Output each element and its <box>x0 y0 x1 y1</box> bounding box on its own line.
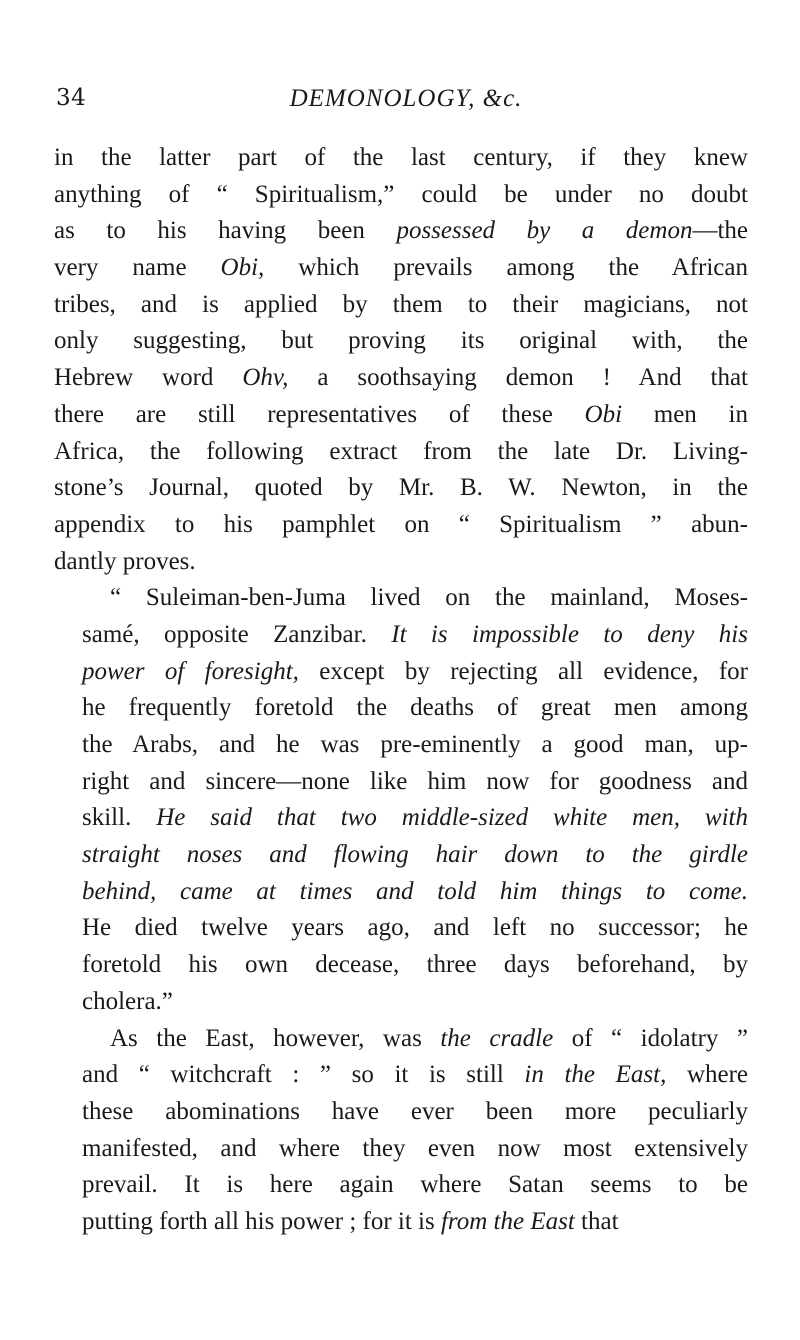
text-line <box>54 287 748 324</box>
italic-run: Obi <box>584 400 623 428</box>
text-run: and “ witchcraft : ” so it is still <box>82 1061 525 1089</box>
running-head <box>56 85 756 121</box>
text-line <box>54 910 748 947</box>
text-run: a soothsaying demon ! And that <box>288 364 748 392</box>
text-run: samé, opposite Zanzibar. <box>82 620 392 648</box>
text-line <box>54 764 748 801</box>
text-run: He died twelve years ago, and left no successor; he <box>82 914 748 942</box>
italic-run: Ohv, <box>242 364 289 392</box>
text-line <box>54 397 748 434</box>
text-line <box>54 947 748 984</box>
text-line <box>54 874 748 911</box>
text-line <box>54 984 748 1021</box>
text-line <box>54 1131 748 1168</box>
text-line <box>54 140 748 177</box>
text-run: these abominations have ever been more peculiarly <box>82 1097 748 1125</box>
text-line <box>54 1204 748 1241</box>
text-run: tribes, and is applied by them to their magicians, not <box>54 290 748 318</box>
paragraph <box>54 580 748 1020</box>
text-run: appendix to his pamphlet on “ Spiritualism ” abun- <box>54 510 748 538</box>
paragraph <box>54 1021 748 1241</box>
text-line <box>54 654 748 691</box>
text-line <box>54 470 748 507</box>
text-run: skill. <box>82 804 157 832</box>
text-line <box>54 544 748 581</box>
text-run: manifested, and where they even now most extensively <box>82 1134 748 1162</box>
text-run: in the latter part of the last century, if they knew <box>54 144 748 171</box>
text-run: stone’s Journal, quoted by Mr. B. W. Newton, in the <box>54 474 748 502</box>
page-number: 34 <box>56 85 87 111</box>
text-line <box>54 1094 748 1131</box>
text-run: putting forth all his power ; for it is <box>82 1207 441 1235</box>
text-line <box>54 727 748 764</box>
text-run: cholera.” <box>82 987 173 1015</box>
text-line <box>54 177 748 214</box>
italic-run: power of foresight, <box>82 657 299 685</box>
text-run: —the <box>692 217 748 245</box>
text-line <box>54 800 748 837</box>
text-run: where <box>666 1061 749 1089</box>
italic-run: from the East <box>440 1207 575 1235</box>
text-line <box>54 1057 748 1094</box>
paragraph <box>54 140 748 580</box>
text-run: Hebrew word <box>54 364 243 392</box>
text-line <box>54 213 748 250</box>
text-line <box>54 580 748 617</box>
text-run: Africa, the following extract from the late Dr. Living- <box>54 437 748 465</box>
italic-run: It is impossible to deny his <box>391 620 748 648</box>
italic-run: straight noses and flowing hair down to the girdle <box>82 841 748 869</box>
italic-run: He said that two middle-sized white men, with <box>156 804 748 832</box>
text-run: “ Suleiman-ben-Juma lived on the mainland, Moses- <box>110 584 748 612</box>
italic-run: possessed by a demon <box>396 217 693 245</box>
text-line <box>54 507 748 544</box>
text-run: which prevails among the African <box>264 254 748 282</box>
text-line <box>54 1167 748 1204</box>
text-line <box>54 250 748 287</box>
text-run: As the East, however, was <box>110 1024 441 1052</box>
text-run: except by rejecting all evidence, for <box>298 657 748 685</box>
text-run: as to his having been <box>54 217 397 245</box>
text-run: men in <box>622 400 748 428</box>
italic-run: behind, came at times and told him things to come. <box>82 877 748 905</box>
text-run: prevail. It is here again where Satan seems to be <box>82 1171 748 1199</box>
italic-run: the cradle <box>440 1024 554 1052</box>
text-run: very name <box>54 254 221 282</box>
text-run: of “ idolatry ” <box>553 1024 748 1052</box>
body-text <box>54 140 748 1241</box>
text-run: dantly proves. <box>54 547 196 575</box>
text-run: only suggesting, but proving its original with, the <box>54 327 748 355</box>
text-run: he frequently foretold the deaths of great men among <box>82 694 748 722</box>
italic-run: Obi, <box>220 254 265 282</box>
text-run: right and sincere—none like him now for goodness and <box>82 767 748 795</box>
text-run: anything of “ Spiritualism,” could be under no doubt <box>54 180 748 208</box>
text-line <box>54 360 748 397</box>
text-run: the Arabs, and he was pre-eminently a good man, up- <box>82 731 748 758</box>
text-run: there are still representatives of these <box>54 400 585 428</box>
text-line <box>54 690 748 727</box>
running-title: DEMONOLOGY, &c. <box>289 85 523 112</box>
text-line <box>54 323 748 360</box>
text-line <box>54 434 748 471</box>
text-line <box>54 1021 748 1058</box>
text-run: that <box>574 1207 619 1235</box>
italic-run: in the East, <box>524 1061 667 1089</box>
text-line <box>54 617 748 654</box>
text-line <box>54 837 748 874</box>
text-run: foretold his own decease, three days beforehand, by <box>82 951 748 979</box>
